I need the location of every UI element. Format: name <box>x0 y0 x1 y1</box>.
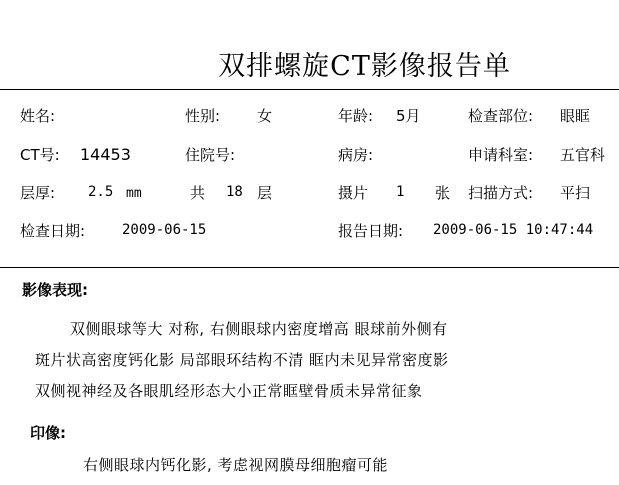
report-date-label: 报告日期: <box>338 222 404 240</box>
report-date-value: 2009-06-15 10:47:44 <box>433 222 594 238</box>
findings-line-3: 双侧视神经及各眼肌经形态大小正常眶壁骨质未异常征象 <box>35 382 423 400</box>
dept-value: 五官科 <box>560 146 606 164</box>
header-rule-bottom <box>0 267 619 268</box>
film-unit: 张 <box>435 184 451 202</box>
ct-no-label: CT号: <box>20 146 60 164</box>
film-label: 摄片 <box>338 184 369 202</box>
inpatient-no-label: 住院号: <box>185 146 236 164</box>
findings-line-1: 双侧眼球等大 对称, 右侧眼球内密度增高 眼球前外侧有 <box>70 320 448 338</box>
thickness-value: 2.5 <box>88 184 114 200</box>
sex-label: 性别: <box>185 107 221 125</box>
impression-heading: 印像: <box>30 424 66 442</box>
scan-mode-label: 扫描方式: <box>468 184 534 202</box>
header-rule-top <box>0 89 619 90</box>
age-value: 5月 <box>396 107 421 125</box>
ward-label: 病房: <box>338 146 374 164</box>
name-label: 姓名: <box>20 107 56 125</box>
findings-line-2: 斑片状高密度钙化影 局部眼环结构不清 眶内未见异常密度影 <box>35 351 449 369</box>
exam-date-label: 检查日期: <box>20 222 86 240</box>
age-label: 年龄: <box>338 107 374 125</box>
total-value: 18 <box>226 184 243 200</box>
report-title: 双排螺旋CT影像报告单 <box>218 51 511 82</box>
sex-value: 女 <box>257 107 273 125</box>
dept-label: 申请科室: <box>468 146 534 164</box>
exam-part-value: 眼眶 <box>560 107 591 125</box>
layers-unit: 层 <box>257 184 273 202</box>
exam-part-label: 检查部位: <box>468 107 534 125</box>
thickness-label: 层厚: <box>20 184 56 202</box>
exam-date-value: 2009-06-15 <box>122 222 207 238</box>
ct-no-value: 14453 <box>80 145 131 164</box>
total-label: 共 <box>190 184 206 202</box>
scan-mode-value: 平扫 <box>560 184 591 202</box>
film-value: 1 <box>396 184 405 200</box>
impression-text: 右侧眼球内钙化影, 考虑视网膜母细胞瘤可能 <box>83 456 389 474</box>
findings-heading: 影像表现: <box>22 281 88 299</box>
thickness-unit: mm <box>126 186 142 201</box>
